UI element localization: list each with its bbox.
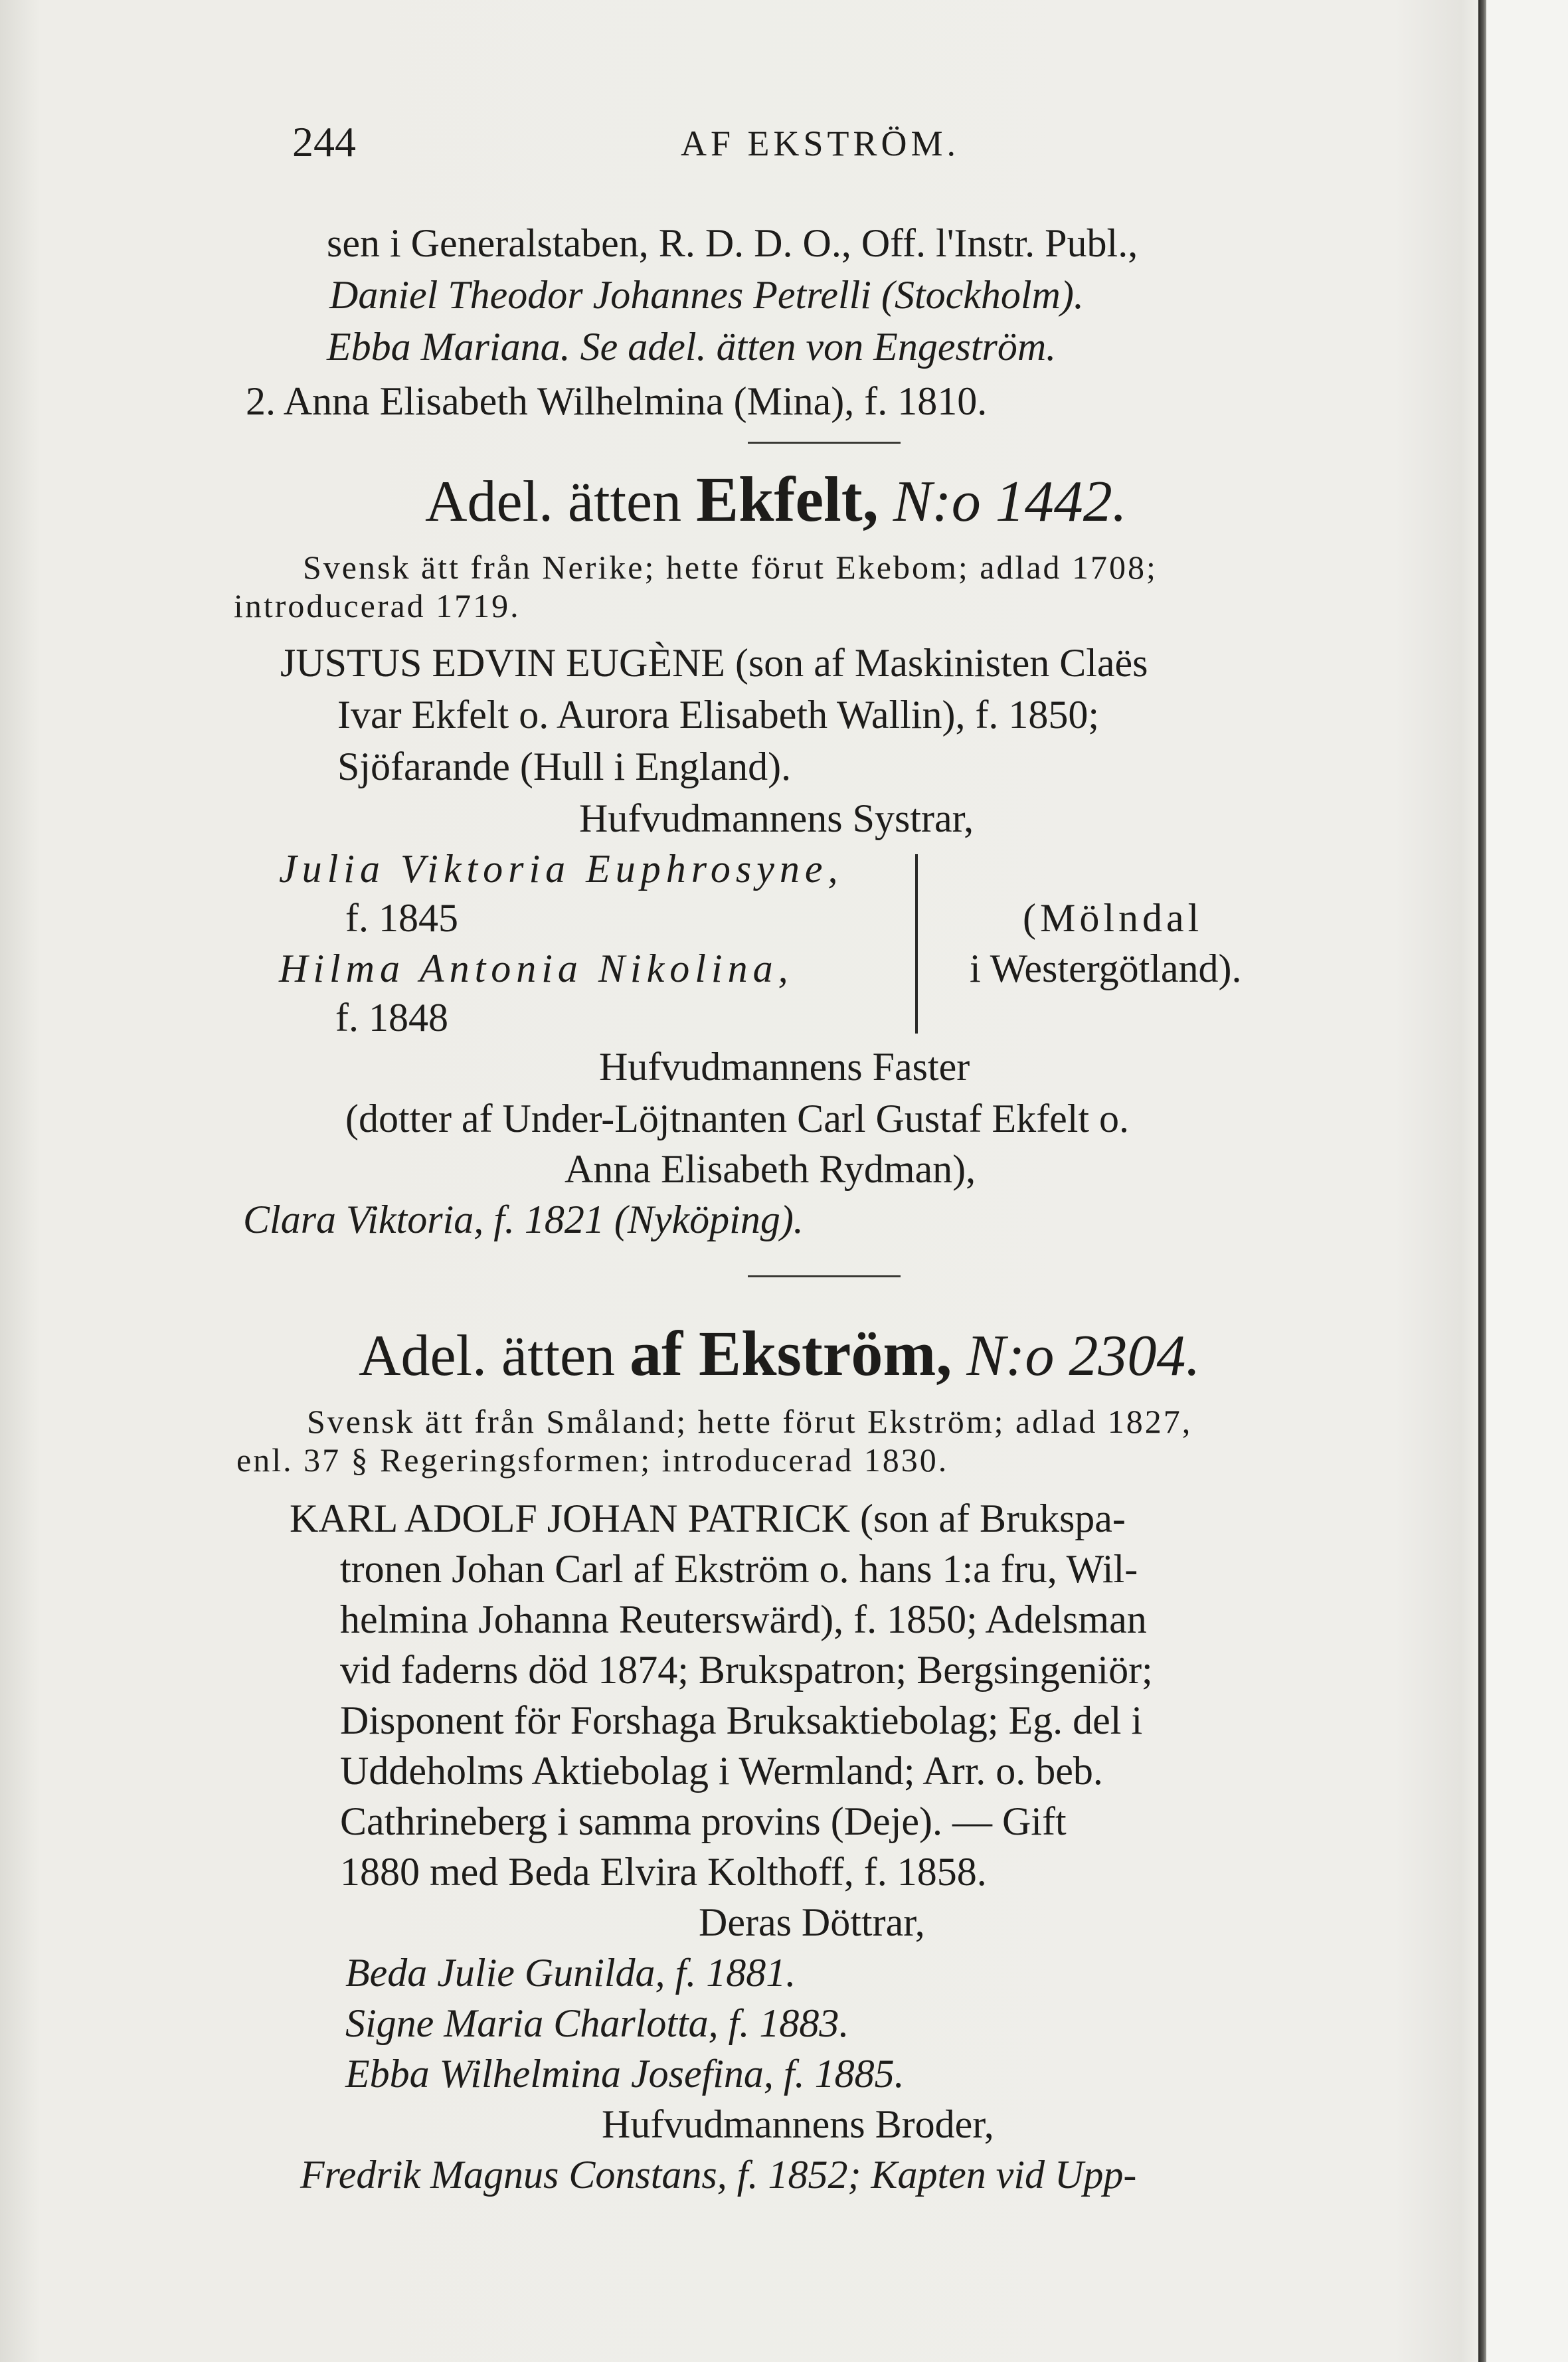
sister-name: Julia Viktoria Euphrosyne, [279,847,843,891]
text-line: Disponent för Forshaga Bruksaktiebolag; Eg. del i [340,1698,1143,1742]
intro-line: enl. 37 § Regeringsformen; introducerad 1830. [236,1441,949,1479]
text-line: Daniel Theodor Johannes Petrelli (Stockholm). [329,273,1084,317]
text-line: Fredrik Magnus Constans, f. 1852; Kapten vid Upp- [300,2153,1137,2197]
brace [915,854,932,1034]
subheading: Deras Döttrar, [699,1900,925,1944]
text-line: Sjöfarande (Hull i England). [337,745,792,788]
intro-line: Svensk ätt från Nerike; hette förut Ekebom; adlad 1708; [303,549,1158,586]
text-line: Clara Viktoria, f. 1821 (Nyköping). [243,1198,804,1241]
heading-prefix: Adel. ätten [425,470,682,534]
text-line: helmina Johanna Reuterswärd), f. 1850; Adelsman [340,1597,1147,1641]
intro-line: introducerad 1719. [234,587,521,624]
page-edge [1486,0,1568,2362]
daughter-line: Signe Maria Charlotta, f. 1883. [345,2001,849,2045]
text-line: (dotter af Under-Löjtnanten Carl Gustaf Ekfelt o. [345,1097,1130,1140]
intro-line: Svensk ätt från Småland; hette förut Ekström; adlad 1827, [307,1403,1193,1440]
text-line: vid faderns död 1874; Brukspatron; Bergsingeniör; [340,1648,1153,1692]
section-rule [748,1275,901,1277]
text-line: sen i Generalstaben, R. D. D. O., Off. l'Instr. Publ., [327,221,1138,265]
sister-born: f. 1848 [335,996,448,1040]
text-line: KARL ADOLF JOHAN PATRICK (son af Brukspa- [290,1497,1126,1540]
text-line: 1880 med Beda Elvira Kolthoff, f. 1858. [340,1850,987,1894]
subheading: Hufvudmannens Systrar, [579,796,974,840]
daughter-line: Ebba Wilhelmina Josefina, f. 1885. [345,2052,905,2096]
section-heading-ekfelt [425,464,1127,535]
running-title: AF EKSTRÖM. [681,124,960,163]
subheading: Hufvudmannens Faster [599,1045,970,1089]
text-line: Ivar Ekfelt o. Aurora Elisabeth Wallin), f. 1850; [337,693,1100,737]
sister-name: Hilma Antonia Nikolina, [279,947,794,990]
page-number: 244 [292,118,356,165]
heading-number: N:o 2304. [966,1324,1201,1388]
sister-born: f. 1845 [345,896,458,940]
section-rule [748,442,901,444]
text-line: Anna Elisabeth Rydman), [565,1147,976,1191]
text-line: Ebba Mariana. Se adel. ätten von Engeström. [327,325,1057,369]
heading-number: N:o 1442. [893,470,1127,534]
text-line: Cathrineberg i samma provins (Deje). — Gift [340,1799,1067,1843]
heading-name: Ekfelt, [696,464,879,535]
book-spine-shadow [1478,0,1486,2362]
subheading: Hufvudmannens Broder, [602,2102,994,2146]
text-line: 2. Anna Elisabeth Wilhelmina (Mina), f. 1810. [246,379,988,423]
heading-prefix: Adel. ätten [359,1324,616,1388]
text-line: Uddeholms Aktiebolag i Wermland; Arr. o. beb. [340,1749,1103,1793]
text-line: JUSTUS EDVIN EUGÈNE (son af Maskinisten Claës [280,641,1148,685]
text-line: tronen Johan Carl af Ekström o. hans 1:a fru, Wil- [340,1547,1138,1591]
section-heading-ekstrom [359,1318,1201,1389]
place-line: i Westergötland). [970,947,1242,990]
daughter-line: Beda Julie Gunilda, f. 1881. [345,1951,796,1995]
heading-name: af Ekström, [630,1318,952,1389]
place-line: (Mölndal [1023,896,1203,940]
